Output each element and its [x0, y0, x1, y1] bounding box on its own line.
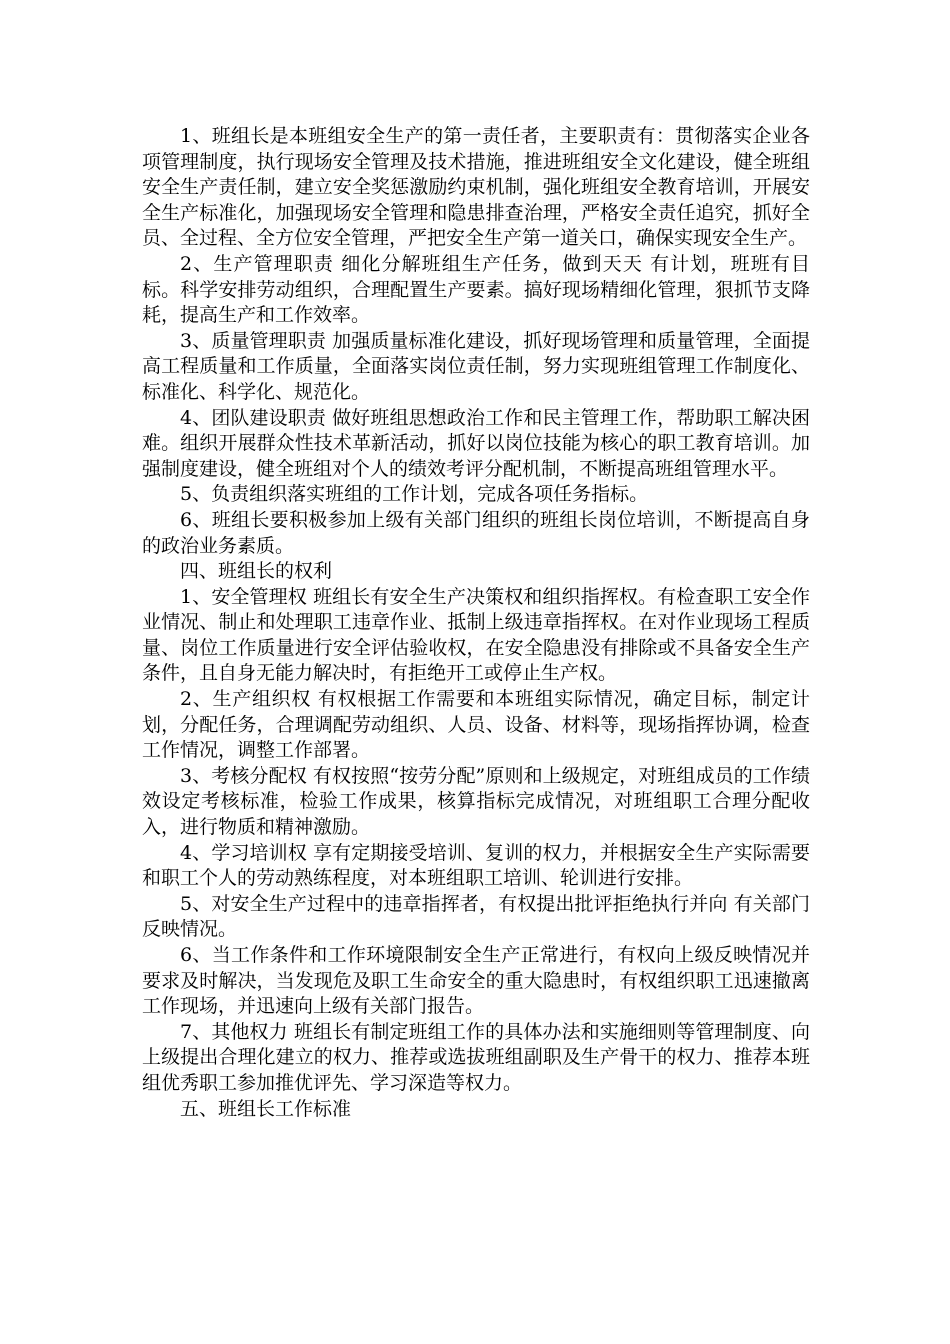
- paragraph-right-5: 5、对安全生产过程中的违章指挥者，有权提出批评拒绝执行并向 有关部门反映情况。: [142, 892, 810, 941]
- paragraph-right-6: 6、当工作条件和工作环境限制安全生产正常进行，有权向上级反映情况并要求及时解决，当发现危及职工生命安全的重大隐患时，有权组织职工迅速撤离工作现场，并迅速向上级有关部门报告。: [142, 944, 810, 1018]
- paragraph-right-2: 2、生产组织权 有权根据工作需要和本班组实际情况，确定目标，制定计划，分配任务，合理调配劳动组织、人员、设备、材料等，现场指挥协调，检查工作情况，调整工作部署。: [142, 688, 810, 762]
- paragraph-duty-5: 5、负责组织落实班组的工作计划，完成各项任务指标。: [180, 483, 649, 506]
- paragraph-right-3: 3、考核分配权 有权按照“按劳分配”原则和上级规定，对班组成员的工作绩效设定考核标准，检验工作成果，核算指标完成情况，对班组职工合理分配收入，进行物质和精神激励。: [142, 764, 810, 839]
- paragraph-duty-4: 4、团队建设职责 做好班组思想政治工作和民主管理工作，帮助职工解决困难。组织开展群众性技术革新活动，抓好以岗位技能为核心的职工教育培训。加强制度建设，健全班组对个人的绩效考评分配机制，不断提高班组管理水平。: [142, 406, 810, 480]
- section-heading-standards: 五、班组长工作标准: [180, 1097, 352, 1120]
- paragraph-duty-2: 2、生产管理职责 细化分解班组生产任务，做到天天 有计划，班班有目标。科学安排劳动组织，合理配置生产要素。搞好现场精细化管理，狠抓节支降耗，提高生产和工作效率。: [142, 252, 810, 327]
- paragraph-right-7: 7、其他权力 班组长有制定班组工作的具体办法和实施细则等管理制度、向上级提出合理化建立的权力、推荐或选拔班组副职及生产骨干的权力、推荐本班组优秀职工参加推优评先、学习深造等权力。: [142, 1020, 810, 1094]
- paragraph-duty-6: 6、班组长要积极参加上级有关部门组织的班组长岗位培训，不断提高自身的政治业务素质。: [142, 508, 810, 557]
- paragraph-duty-3: 3、质量管理职责 加强质量标准化建设，抓好现场管理和质量管理，全面提高工程质量和工作质量，全面落实岗位责任制，努力实现班组管理工作制度化、标准化、科学化、规范化。: [142, 329, 810, 403]
- paragraph-duty-1: 1、班组长是本班组安全生产的第一责任者，主要职责有：贯彻落实企业各项管理制度，执行现场安全管理及技术措施，推进班组安全文化建设，健全班组安全生产责任制，建立安全奖惩激励约束机制，强化班组安全教育培训，开展安全生产标准化，加强现场安全管理和隐患排查治理，严格安全责任追究，抓好全员、全过程、全方位安全管理，严把安全生产第一道关口，确保实现安全生产。: [142, 125, 810, 250]
- paragraph-right-4: 4、学习培训权 享有定期接受培训、复训的权力，并根据安全生产实际需要和职工个人的劳动熟练程度，对本班组职工培训、轮训进行安排。: [142, 841, 810, 890]
- section-heading-rights: 四、班组长的权利: [180, 560, 333, 583]
- document-body: [142, 124, 810, 1122]
- paragraph-right-1: 1、安全管理权 班组长有安全生产决策权和组织指挥权。有检查职工安全作业情况、制止和处理职工违章作业、抵制上级违章指挥权。在对作业现场工程质量、岗位工作质量进行安全评估验收权，在安全隐患没有排除或不具备安全生产条件，且自身无能力解决时，有拒绝开工或停止生产权。: [142, 585, 810, 685]
